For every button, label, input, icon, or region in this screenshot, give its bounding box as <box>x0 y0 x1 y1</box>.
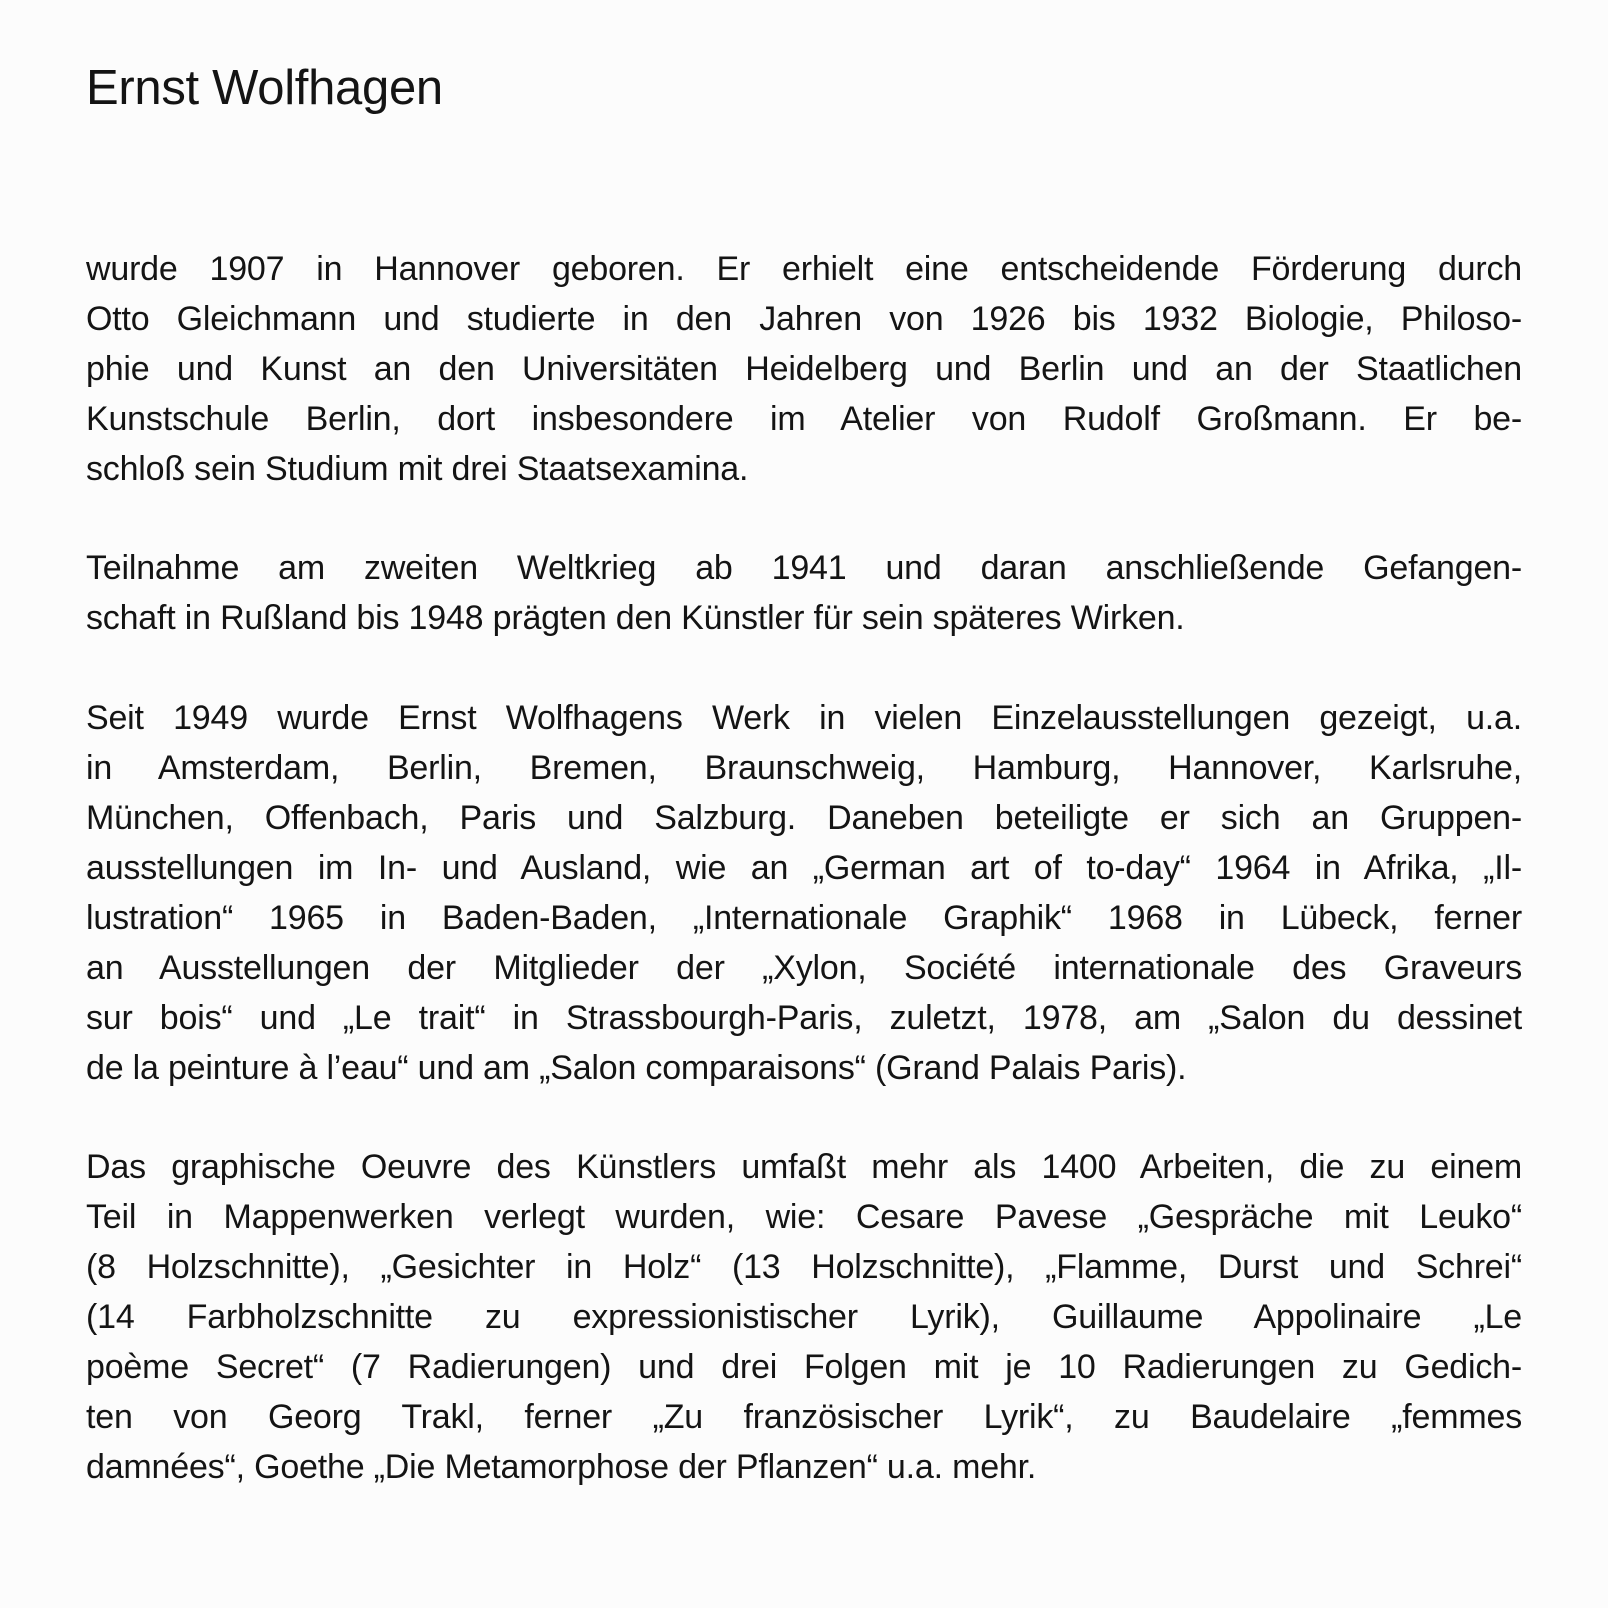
text-line: in Amsterdam, Berlin, Bremen, Braunschweig, Hamburg, Hannover, Karlsruhe, <box>86 749 1522 787</box>
text-line: ausstellungen im In- und Ausland, wie an „German art of to-day“ 1964 in Afrika, „Il- <box>86 849 1522 887</box>
text-line: München, Offenbach, Paris und Salzburg. Daneben beteiligte er sich an Gruppen- <box>86 799 1522 837</box>
text-line: de la peinture à l’eau“ und am „Salon comparaisons“ (Grand Palais Paris). <box>86 1049 1187 1087</box>
graphic-works-paragraph <box>86 1142 1522 1492</box>
text-line: an Ausstellungen der Mitglieder der „Xylon, Société internationale des Graveurs <box>86 949 1522 987</box>
text-line: phie und Kunst an den Universitäten Heidelberg und Berlin und an der Staatlichen <box>86 350 1522 388</box>
biography-paragraph-2 <box>86 543 1522 643</box>
text-line: Kunstschule Berlin, dort insbesondere im Atelier von Rudolf Großmann. Er be- <box>86 400 1522 438</box>
text-line: damnées“, Goethe „Die Metamorphose der Pflanzen“ u.a. mehr. <box>86 1448 1037 1486</box>
text-line: poème Secret“ (7 Radierungen) und drei Folgen mit je 10 Radierungen zu Gedich- <box>86 1348 1522 1386</box>
text-line: (14 Farbholzschnitte zu expressionistischer Lyrik), Guillaume Appolinaire „Le <box>86 1298 1522 1336</box>
exhibitions-paragraph <box>86 693 1522 1093</box>
text-line: sur bois“ und „Le trait“ in Strassbourgh-Paris, zuletzt, 1978, am „Salon du dessinet <box>86 999 1522 1037</box>
text-line: Otto Gleichmann und studierte in den Jahren von 1926 bis 1932 Biologie, Philoso- <box>86 300 1522 338</box>
text-line: Teil in Mappenwerken verlegt wurden, wie: Cesare Pavese „Gespräche mit Leuko“ <box>86 1198 1522 1236</box>
text-line: schloß sein Studium mit drei Staatsexamina. <box>86 450 749 488</box>
text-line: (8 Holzschnitte), „Gesichter in Holz“ (13 Holzschnitte), „Flamme, Durst und Schrei“ <box>86 1248 1522 1286</box>
text-line: lustration“ 1965 in Baden-Baden, „Internationale Graphik“ 1968 in Lübeck, ferner <box>86 899 1522 937</box>
biography-paragraph-1 <box>86 244 1522 494</box>
text-line: wurde 1907 in Hannover geboren. Er erhielt eine entscheidende Förderung durch <box>86 250 1522 288</box>
text-line: Seit 1949 wurde Ernst Wolfhagens Werk in vielen Einzelausstellungen gezeigt, u.a. <box>86 699 1522 737</box>
page-title: Ernst Wolfhagen <box>86 61 443 115</box>
text-line: ten von Georg Trakl, ferner „Zu französischer Lyrik“, zu Baudelaire „femmes <box>86 1398 1522 1436</box>
text-line: Das graphische Oeuvre des Künstlers umfaßt mehr als 1400 Arbeiten, die zu einem <box>86 1148 1522 1186</box>
text-line: Teilnahme am zweiten Weltkrieg ab 1941 und daran anschließende Gefangen- <box>86 549 1522 587</box>
text-line: schaft in Rußland bis 1948 prägten den Künstler für sein späteres Wirken. <box>86 599 1185 637</box>
